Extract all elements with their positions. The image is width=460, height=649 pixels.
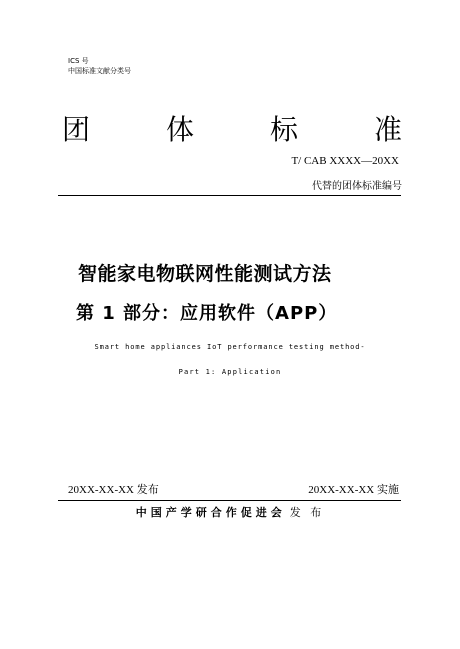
chinese-title-line-2: 第 1 部分：应用软件（APP） [76,303,338,324]
replaced-standard-label: 代替的团体标准编号 [312,181,402,192]
standard-type-char: 标 [269,113,298,146]
implement-date: 20XX-XX-XX 实施 [308,484,399,496]
english-title-line-2: Part 1: Application [178,368,282,376]
issuer-organization: 中国产学研合作促进会 [135,506,286,519]
standard-type-heading [62,113,402,147]
header-divider [58,195,401,196]
standard-type-char: 团 [62,113,91,146]
english-title-line-1: Smart home appliances IoT performance testing method- [94,343,366,351]
footer-divider [58,500,401,501]
standard-number: T/ CAB XXXX—20XX [291,155,399,167]
standard-type-char: 体 [165,113,194,146]
classification-number-label: 中国标准文献分类号 [68,67,131,75]
ics-number-label: ICS 号 [68,57,89,65]
issuer-line [0,506,460,520]
chinese-title-line-1: 智能家电物联网性能测试方法 [78,263,332,285]
issuer-release-label: 发 布 [289,506,325,519]
publish-date: 20XX-XX-XX 发布 [68,484,159,496]
standard-type-char: 准 [373,113,402,146]
